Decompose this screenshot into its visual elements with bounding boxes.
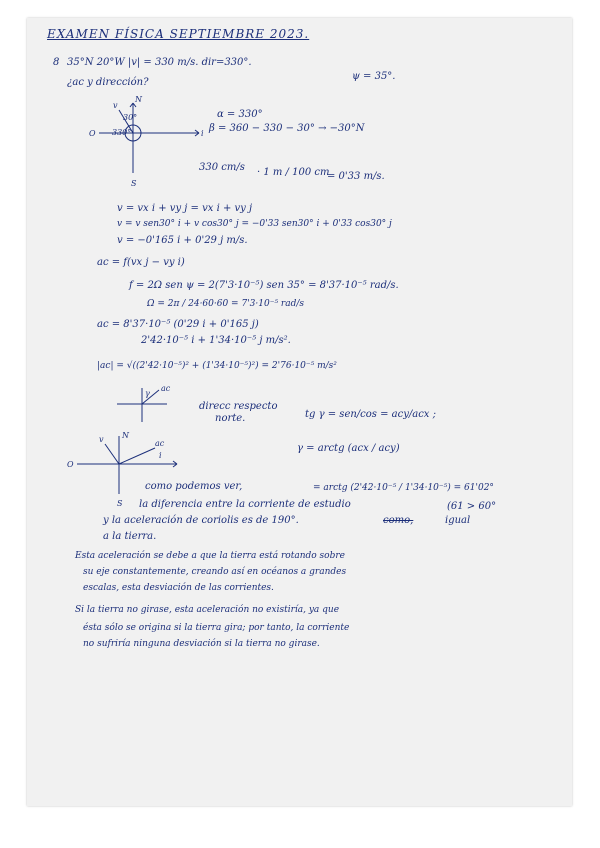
south-label-2: S (117, 499, 123, 508)
axis-label-2: i (159, 451, 162, 460)
conclusion-2b: (61 > 60° (447, 501, 497, 512)
bullet-2-line-2: ésta sólo se origina si la tierra gira; por tanto, la corriente (83, 623, 350, 633)
ac-line-2: 2'42·10⁻⁵ i + 1'34·10⁻⁵ j m/s². (141, 335, 291, 346)
bullet-1-line-3: escalas, esta desviación de las corrientes. (83, 583, 274, 593)
exam-title: EXAMEN FÍSICA SEPTIEMBRE 2023. (47, 27, 310, 41)
f-line: f = 2Ω sen ψ = 2(7'3·10⁻⁵) sen 35° = 8'37·10⁻⁵ rad/s. (129, 280, 399, 291)
conclusion-2: la diferencia entre la corriente de estudio (139, 499, 351, 510)
gamma-sketch-label: γ (145, 389, 150, 398)
psi-value: ψ = 35°. (352, 71, 396, 82)
angle-330: 330° (112, 128, 132, 137)
origin-label: O (89, 129, 96, 138)
ac-magnitude: |ac| = √((2'42·10⁻⁵)² + (1'34·10⁻⁵)²) = 2'76·10⁻⁵ m/s² (97, 361, 337, 371)
origin-label-2: O (67, 460, 74, 469)
problem-statement: 35°N 20°W |v| = 330 m/s. dir=330°. (67, 57, 252, 68)
conclusion-3-struck: como, (383, 515, 414, 526)
ac-sketch-label: ac (161, 384, 171, 393)
problem-number: 8 (53, 57, 60, 68)
velocity-line-1: v = vx i + vy j = vx i + vy j (117, 203, 253, 214)
conclusion-3: y la aceleración de coriolis es de 190°. (103, 515, 299, 526)
north-label: N (135, 95, 142, 104)
direction-label-2: norte. (215, 413, 246, 424)
gamma-formula: γ = arctg (acx / acy) (297, 443, 400, 454)
bullet-2-line-1: Si la tierra no girase, esta aceleración no existiría, ya que (75, 605, 340, 615)
beta-angle: β = 360 − 330 − 30° → −30°N (209, 123, 365, 134)
angle-30: 30° (123, 113, 138, 122)
conclusion-3-end: igual (445, 515, 471, 526)
direction-diagram-1 (87, 95, 207, 198)
conversion-lhs: 330 cm/s (199, 162, 245, 173)
gamma-result: = arctg (2'42·10⁻⁵ / 1'34·10⁻⁵) = 61'02° (313, 483, 494, 493)
conclusion-4: a la tierra. (103, 531, 157, 542)
velocity-line-2: v = v sen30° i + v cos30° j = −0'33 sen30° i + 0'33 cos30° j (117, 219, 392, 229)
north-label-2: N (122, 431, 129, 440)
velocity-label-2: v (99, 435, 104, 444)
velocity-vector-2 (105, 444, 119, 464)
conversion-result: = 0'33 m/s. (327, 171, 385, 182)
problem-question: ¿ac y dirección? (67, 77, 149, 88)
velocity-line-3: v = −0'165 i + 0'29 j m/s. (117, 235, 248, 246)
bullet-1-line-2: su eje constantemente, creando así en océanos a grandes (83, 567, 347, 577)
exam-sheet (27, 18, 572, 806)
ac-label-2: ac (155, 439, 165, 448)
ac-formula: ac = f(vx j − vy i) (97, 257, 185, 268)
velocity-label: v (113, 101, 118, 110)
bullet-2-line-3: no sufriría ninguna desviación si la tierra no girase. (83, 639, 320, 649)
direction-label-1: direcc respecto (199, 401, 278, 412)
ac-line-1: ac = 8'37·10⁻⁵ (0'29 i + 0'165 j) (97, 319, 259, 330)
ac-sketch (117, 386, 177, 426)
bullet-1-line-1: Esta aceleración se debe a que la tierra está rotando sobre (75, 551, 345, 561)
ac-vector-2 (119, 448, 155, 464)
south-label: S (131, 179, 137, 188)
tan-gamma: tg γ = sen/cos = acy/acx ; (305, 409, 436, 420)
conversion-factor: · 1 m / 100 cm (257, 167, 330, 178)
alpha-angle: α = 330° (217, 109, 263, 120)
omega-line: Ω = 2π / 24·60·60 = 7'3·10⁻⁵ rad/s (147, 299, 304, 309)
axis-label: i (201, 129, 204, 138)
conclusion-1: como podemos ver, (145, 481, 243, 492)
